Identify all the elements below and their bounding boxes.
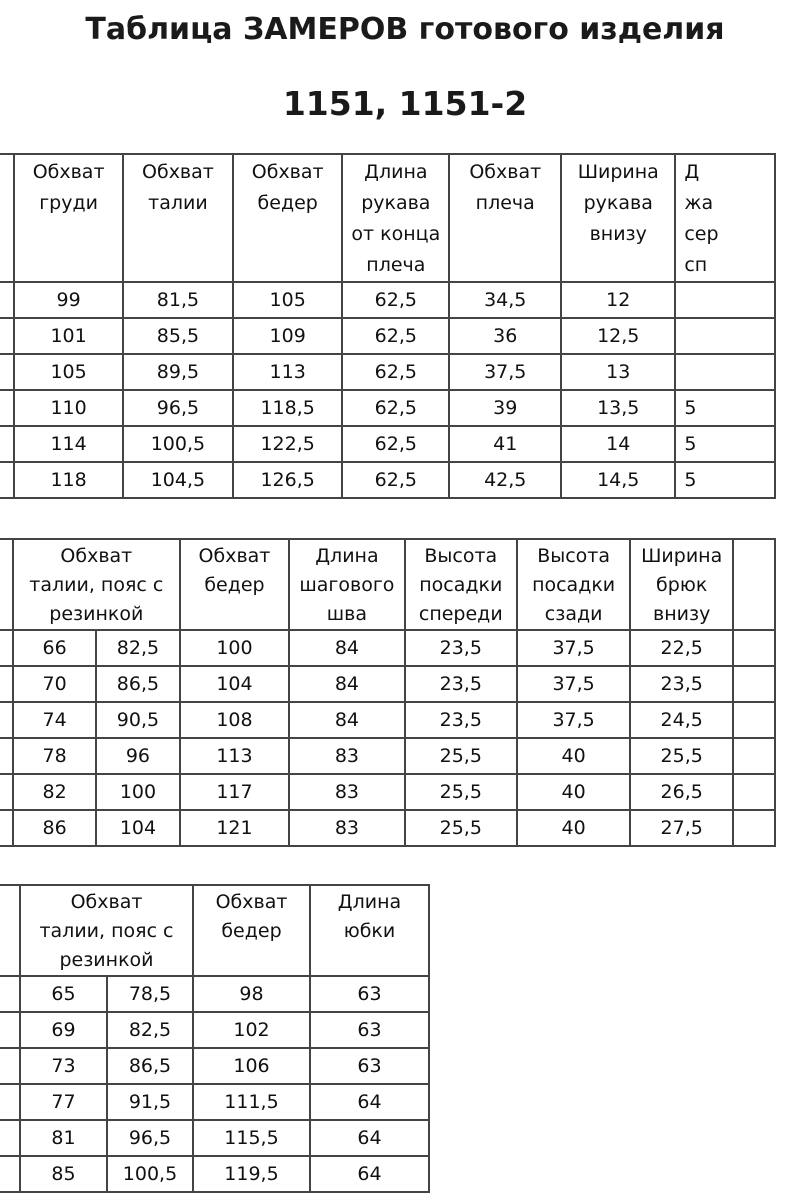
column-header-shoulder: Обхват плеча [449,154,561,282]
table-header-row [0,885,429,976]
table-cell: 105 [14,354,122,390]
table-cell: 24,5 [630,702,733,738]
table-cell: 78 [13,738,96,774]
measurements-table-bottom [0,884,430,1193]
table-cell: 13 [561,354,675,390]
table-cell: 117 [180,774,290,810]
column-header-hips: Обхват бедер [233,154,342,282]
measurements-table-middle [0,538,776,847]
table-cell: 113 [180,738,290,774]
table-cell: 85,5 [123,318,233,354]
size-cell [0,354,14,390]
size-cell [0,1120,20,1156]
table-cell: 22,5 [630,630,733,666]
table-cell: 25,5 [630,738,733,774]
size-cell [0,1048,20,1084]
size-cell [0,666,13,702]
measurements-table-top [0,153,776,499]
table-cell: 99 [14,282,122,318]
table-cell: 89,5 [123,354,233,390]
table-cell: 109 [233,318,342,354]
column-header-front-rise: Высота посадки спереди [405,539,517,630]
table-cell: 62,5 [342,390,449,426]
size-cell [0,630,13,666]
table-row [0,390,775,426]
table-cell: 104,5 [123,462,233,498]
table-cell: 81,5 [123,282,233,318]
table-cell: 63 [310,1012,429,1048]
table-cell: 66 [13,630,96,666]
table-cell: 12 [561,282,675,318]
table-row [0,1012,429,1048]
column-header-back-rise: Высота посадки сзади [517,539,630,630]
table-cell: 41 [449,426,561,462]
table-cell: 13,5 [561,390,675,426]
size-cell [0,390,14,426]
table-cell: 84 [289,630,404,666]
table-row [0,810,775,846]
table-cell: 73 [20,1048,107,1084]
table-cell: 85 [20,1156,107,1192]
table-cell: 118 [14,462,122,498]
table-row [0,1048,429,1084]
table-cell: 96 [96,738,179,774]
table-cell: 64 [310,1156,429,1192]
table-cell: 90,5 [96,702,179,738]
table-header-row [0,539,775,630]
table-cell: 126,5 [233,462,342,498]
table-cell: 62,5 [342,354,449,390]
table-cell: 25,5 [405,738,517,774]
table-cell: 86,5 [96,666,179,702]
table-cell: 69 [20,1012,107,1048]
table-cell: 83 [289,738,404,774]
table-cell: 96,5 [107,1120,193,1156]
table-row [0,702,775,738]
table-row [0,738,775,774]
table-cell: 62,5 [342,318,449,354]
size-cell [0,774,13,810]
table-cell: 86 [13,810,96,846]
table-cell: 100 [180,630,290,666]
table-cell: 27,5 [630,810,733,846]
table-row [0,774,775,810]
table-cell: 64 [310,1120,429,1156]
table-cell [733,774,775,810]
table-cell: 23,5 [630,666,733,702]
table-cell [675,282,775,318]
size-cell [0,1084,20,1120]
table-row [0,318,775,354]
column-header-waist-elastic: Обхват талии, пояс с резинкой [20,885,193,976]
table-cell: 62,5 [342,282,449,318]
table-row [0,976,429,1012]
size-cell [0,282,14,318]
table-cell: 14 [561,426,675,462]
table-cell: 12,5 [561,318,675,354]
table-cell: 37,5 [517,630,630,666]
table-cell: 101 [14,318,122,354]
column-header-skirt-length: Длина юбки [310,885,429,976]
table-cell: 110 [14,390,122,426]
table-cell: 108 [180,702,290,738]
size-cell [0,810,13,846]
table-cell: 83 [289,810,404,846]
column-header-sleeve-width: Ширина рукава внизу [561,154,675,282]
column-header-sleeve-length: Длина рукава от конца плеча [342,154,449,282]
table-cell: 25,5 [405,774,517,810]
table-cell: 64 [310,1084,429,1120]
column-header-cropped [733,539,775,630]
table-cell: 106 [193,1048,310,1084]
table-cell: 23,5 [405,630,517,666]
table-cell: 34,5 [449,282,561,318]
table-cell [675,318,775,354]
table-cell [733,810,775,846]
column-header-hem-width: Ширина брюк внизу [630,539,733,630]
column-header-hips: Обхват бедер [193,885,310,976]
table-cell: 84 [289,666,404,702]
table-cell [733,630,775,666]
table-cell: 40 [517,738,630,774]
column-header-chest: Обхват груди [14,154,122,282]
table-row [0,462,775,498]
table-cell: 82 [13,774,96,810]
table-row [0,630,775,666]
table-cell: 70 [13,666,96,702]
table-cell: 42,5 [449,462,561,498]
table-cell: 65 [20,976,107,1012]
size-cell [0,976,20,1012]
table-cell: 118,5 [233,390,342,426]
table-cell: 96,5 [123,390,233,426]
table-cell: 37,5 [517,702,630,738]
table-cell: 100,5 [107,1156,193,1192]
table-cell: 26,5 [630,774,733,810]
table-cell: 40 [517,774,630,810]
table-cell: 23,5 [405,666,517,702]
column-header-hips: Обхват бедер [180,539,290,630]
table-row [0,1156,429,1192]
table-cell: 5 [675,426,775,462]
table-cell: 14,5 [561,462,675,498]
table-cell: 111,5 [193,1084,310,1120]
table-row [0,1120,429,1156]
table-cell: 37,5 [517,666,630,702]
column-header-waist: Обхват талии [123,154,233,282]
table-cell: 5 [675,390,775,426]
table-cell: 121 [180,810,290,846]
table-cell: 84 [289,702,404,738]
page-title: Таблица ЗАМЕРОВ готового изделия [85,12,725,47]
table-cell: 91,5 [107,1084,193,1120]
size-column-header [0,539,13,630]
table-row [0,426,775,462]
table-cell: 74 [13,702,96,738]
table-cell: 86,5 [107,1048,193,1084]
table-cell: 78,5 [107,976,193,1012]
table-cell: 23,5 [405,702,517,738]
size-cell [0,426,14,462]
table-cell: 40 [517,810,630,846]
size-column-header [0,885,20,976]
column-header-waist-elastic: Обхват талии, пояс с резинкой [13,539,180,630]
table-cell: 5 [675,462,775,498]
table-header-row [0,154,775,282]
table-cell: 104 [96,810,179,846]
table-row [0,666,775,702]
table-cell: 100 [96,774,179,810]
size-cell [0,462,14,498]
table-cell: 119,5 [193,1156,310,1192]
table-cell [733,738,775,774]
table-row [0,1084,429,1120]
table-row [0,282,775,318]
table-cell: 63 [310,976,429,1012]
table-cell: 77 [20,1084,107,1120]
table-cell: 81 [20,1120,107,1156]
table-cell: 37,5 [449,354,561,390]
size-cell [0,1012,20,1048]
table-cell: 63 [310,1048,429,1084]
table-cell: 102 [193,1012,310,1048]
table-cell: 62,5 [342,426,449,462]
table-cell: 83 [289,774,404,810]
table-cell [733,702,775,738]
size-cell [0,738,13,774]
table-cell: 62,5 [342,462,449,498]
table-cell [675,354,775,390]
table-cell: 39 [449,390,561,426]
table-cell: 114 [14,426,122,462]
table-cell: 104 [180,666,290,702]
table-cell: 82,5 [107,1012,193,1048]
size-cell [0,702,13,738]
table-cell [733,666,775,702]
table-cell: 122,5 [233,426,342,462]
column-header-cropped: Д жа сер сп [675,154,775,282]
size-cell [0,318,14,354]
column-header-inseam: Длина шагового шва [289,539,404,630]
table-cell: 100,5 [123,426,233,462]
size-column-header [0,154,14,282]
table-cell: 36 [449,318,561,354]
table-cell: 82,5 [96,630,179,666]
table-row [0,354,775,390]
table-cell: 98 [193,976,310,1012]
size-cell [0,1156,20,1192]
table-cell: 115,5 [193,1120,310,1156]
table-cell: 105 [233,282,342,318]
table-cell: 113 [233,354,342,390]
table-cell: 25,5 [405,810,517,846]
model-numbers: 1151, 1151-2 [282,84,528,123]
